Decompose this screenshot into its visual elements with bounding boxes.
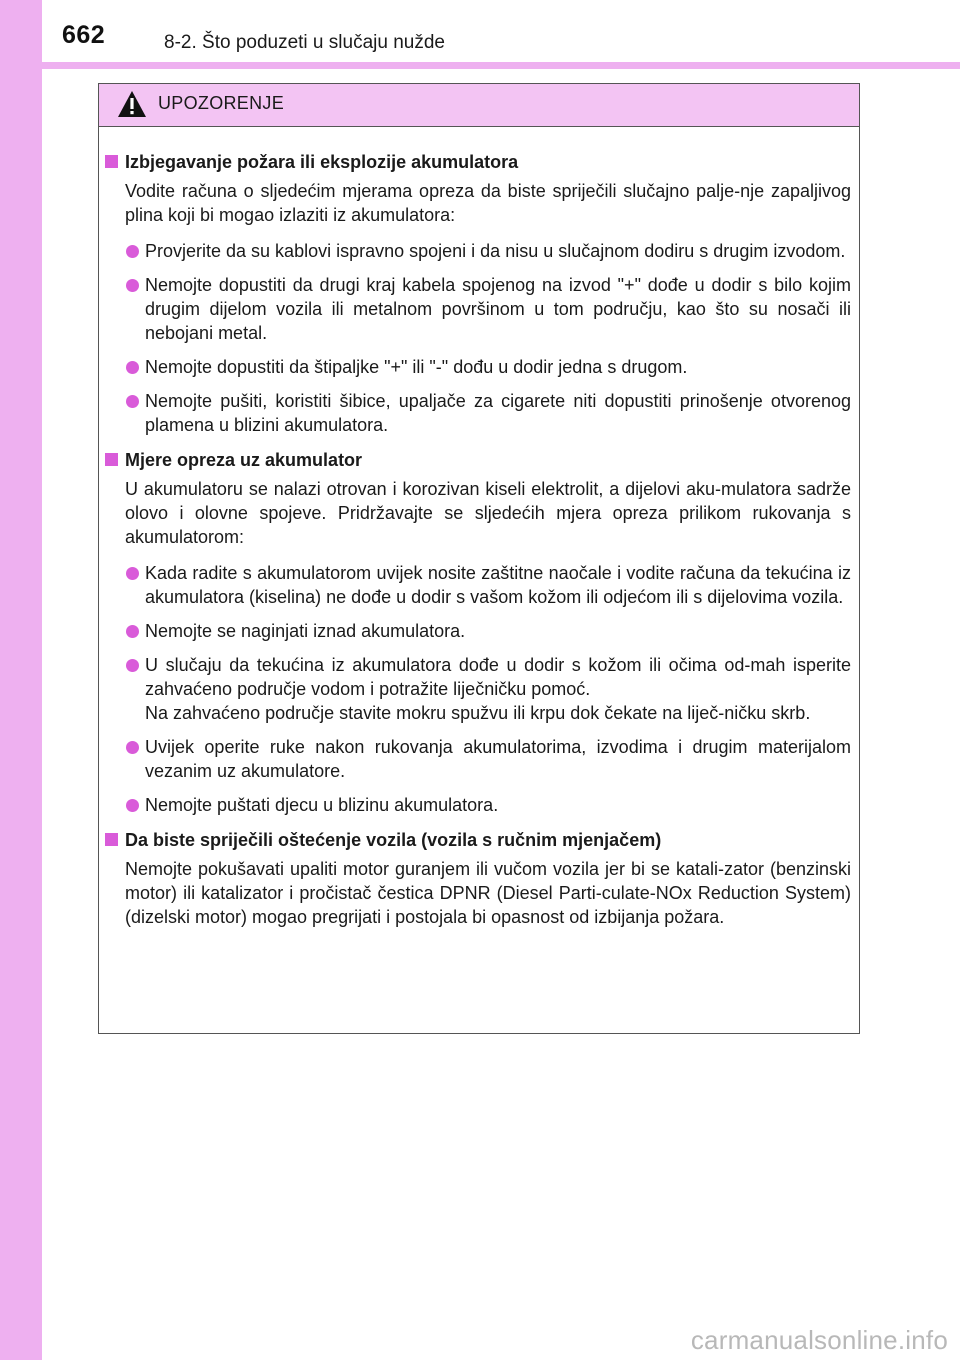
header-rule — [42, 62, 960, 69]
warning-content — [99, 127, 859, 929]
bullet-item — [125, 239, 851, 263]
bullet-item — [125, 793, 851, 817]
circle-bullet-icon — [126, 659, 139, 672]
square-bullet-icon — [105, 453, 118, 466]
bullet-text: Nemojte se naginjati iznad akumulatora. — [145, 621, 466, 641]
bullet-item — [125, 389, 851, 437]
bullet-text: Uvijek operite ruke nakon rukovanja akumulatorima, izvodima i drugim materijalom vezanim uz akumulatore. — [145, 737, 851, 781]
bullet-item — [125, 619, 851, 643]
circle-bullet-icon — [126, 279, 139, 292]
square-bullet-icon — [105, 155, 118, 168]
circle-bullet-icon — [126, 799, 139, 812]
section-paragraph: Nemojte pokušavati upaliti motor guranjem ili vučom vozila jer bi se katali-zator (benzinski motor) ili katalizator i pročistač čestica DPNR (Diesel Parti-culate-NOx Reduction System) (dizelski motor) mogao pregrijati i postojala bi opasnost od izbijanja požara. — [125, 859, 851, 927]
bullet-text: Nemojte pušiti, koristiti šibice, upaljače za cigarete niti dopustiti prinošenje otvorenog plamena u blizini akumulatora. — [145, 391, 851, 435]
bullet-item — [125, 355, 851, 379]
bullet-text: U slučaju da tekućina iz akumulatora dođe u dodir s kožom ili očima od-mah isperite zahvaćeno područje vodom i potražite liječničku pomoć. Na zahvaćeno područje stavite mokru spužvu ili krpu dok čekate na liječ-ničku skrb. — [145, 655, 851, 723]
chapter-title: 8-2. Što poduzeti u slučaju nužde — [164, 32, 445, 53]
section-heading-text: Da biste spriječili oštećenje vozila (vozila s ručnim mjenjačem) — [125, 830, 662, 850]
bullet-item — [125, 653, 851, 725]
bullet-text: Nemojte puštati djecu u blizinu akumulatora. — [145, 795, 499, 815]
bullet-text: Nemojte dopustiti da štipaljke "+" ili "-" dođu u dodir jedna s drugom. — [145, 357, 688, 377]
section-heading — [105, 447, 859, 473]
section-heading-text: Izbjegavanje požara ili eksplozije akumulatora — [125, 152, 519, 172]
circle-bullet-icon — [126, 395, 139, 408]
bullet-text: Kada radite s akumulatorom uvijek nosite zaštitne naočale i vodite računa da tekućina iz akumulatora (kiselina) ne dođe u dodir s vašom kožom ili odjećom ili s dijelovima vozila. — [145, 563, 851, 607]
warning-header — [99, 84, 859, 127]
bullet-item — [125, 273, 851, 345]
warning-box — [98, 83, 860, 1034]
watermark: carmanualsonline.info — [690, 1325, 948, 1355]
section-heading — [105, 827, 859, 853]
section-heading-text: Mjere opreza uz akumulator — [125, 450, 363, 470]
page-number: 662 — [62, 21, 106, 49]
circle-bullet-icon — [126, 245, 139, 258]
side-color-strip — [0, 0, 42, 1360]
warning-triangle-icon — [117, 90, 147, 118]
circle-bullet-icon — [126, 741, 139, 754]
section-heading — [105, 149, 859, 175]
circle-bullet-icon — [126, 567, 139, 580]
bullet-item — [125, 561, 851, 609]
section-paragraph: U akumulatoru se nalazi otrovan i korozivan kiseli elektrolit, a dijelovi aku-mulatora sadrže olovo i olovne spojeve. Pridržavajte se sljedećih mjera opreza prilikom rukovanja s akumulatorom: — [125, 479, 851, 547]
bullet-item — [125, 735, 851, 783]
section-paragraph: Vodite računa o sljedećim mjerama opreza da biste spriječili slučajno palje-nje zapaljivog plina koji bi mogao izlaziti iz akumulatora: — [125, 181, 851, 225]
bullet-text: Provjerite da su kablovi ispravno spojeni i da nisu u slučajnom dodiru s drugim izvodom. — [145, 241, 846, 261]
circle-bullet-icon — [126, 625, 139, 638]
bullet-text: Nemojte dopustiti da drugi kraj kabela spojenog na izvod "+" dođe u dodir s bilo kojim drugim dijelom vozila ili metalnom površinom u tom području, kao što su nosači ili nebojani metal. — [145, 275, 851, 343]
warning-title: UPOZORENJE — [158, 93, 285, 113]
circle-bullet-icon — [126, 361, 139, 374]
square-bullet-icon — [105, 833, 118, 846]
